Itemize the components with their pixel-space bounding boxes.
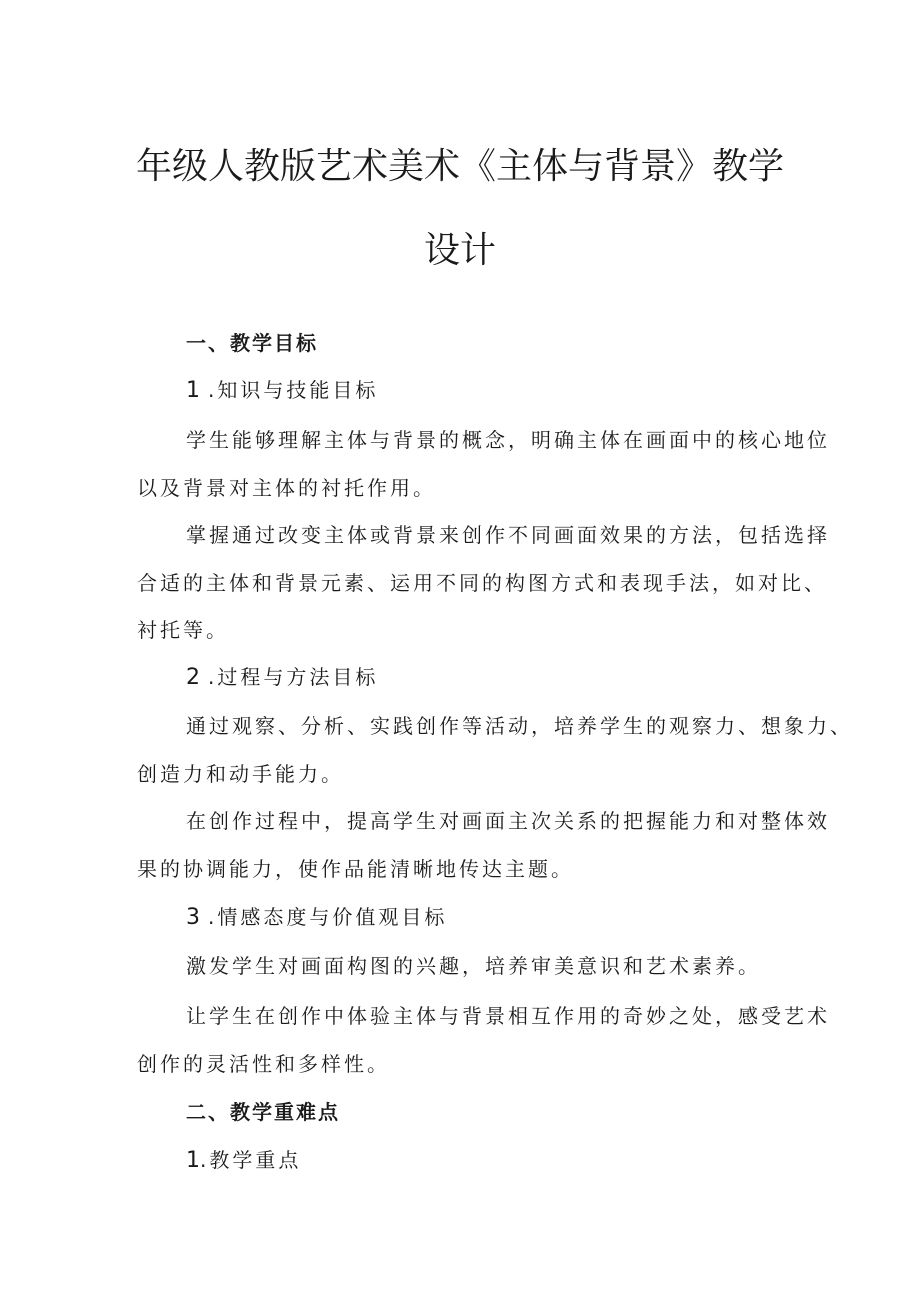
subheading-process-method — [186, 662, 378, 693]
subheading-emotion-values — [186, 902, 447, 933]
section-heading-goals: 一、教学目标 — [186, 331, 318, 355]
subheading-knowledge-skills — [186, 375, 378, 406]
paragraph-line: 创造力和动手能力。 — [137, 762, 344, 786]
item-label: .知识与技能目标 — [208, 378, 379, 402]
item-label: .教学重点 — [200, 1148, 302, 1172]
paragraph-line: 让学生在创作中体验主体与背景相互作用的奇妙之处，感受艺术 — [186, 1004, 830, 1028]
paragraph-line: 衬托等。 — [137, 618, 229, 642]
section-heading-key-points: 二、教学重难点 — [186, 1100, 340, 1124]
subheading-key-point — [186, 1145, 301, 1176]
paragraph-line: 果的协调能力，使作品能清晰地传达主题。 — [137, 857, 574, 881]
paragraph-line: 创作的灵活性和多样性。 — [137, 1052, 390, 1076]
paragraph-line: 合适的主体和背景元素、运用不同的构图方式和表现手法，如对比、 — [137, 571, 827, 595]
document-title-line2: 设计 — [423, 230, 496, 271]
item-label: .过程与方法目标 — [208, 665, 379, 689]
item-number: 2 — [186, 665, 200, 690]
paragraph-line: 掌握通过改变主体或背景来创作不同画面效果的方法，包括选择 — [186, 523, 830, 547]
paragraph-line: 激发学生对画面构图的兴趣，培养审美意识和艺术素养。 — [186, 954, 761, 978]
item-number: 1 — [186, 378, 200, 403]
document-title-line1: 年级人教版艺术美术《主体与背景》教学 — [135, 146, 784, 187]
item-number: 1 — [186, 1148, 200, 1173]
paragraph-line: 学生能够理解主体与背景的概念，明确主体在画面中的核心地位 — [186, 428, 830, 452]
paragraph-line: 通过观察、分析、实践创作等活动，培养学生的观察力、想象力、 — [186, 714, 853, 738]
item-number: 3 — [186, 905, 200, 930]
paragraph-line: 在创作过程中，提高学生对画面主次关系的把握能力和对整体效 — [186, 809, 830, 833]
paragraph-line: 以及背景对主体的衬托作用。 — [137, 476, 436, 500]
item-label: .情感态度与价值观目标 — [208, 905, 448, 929]
